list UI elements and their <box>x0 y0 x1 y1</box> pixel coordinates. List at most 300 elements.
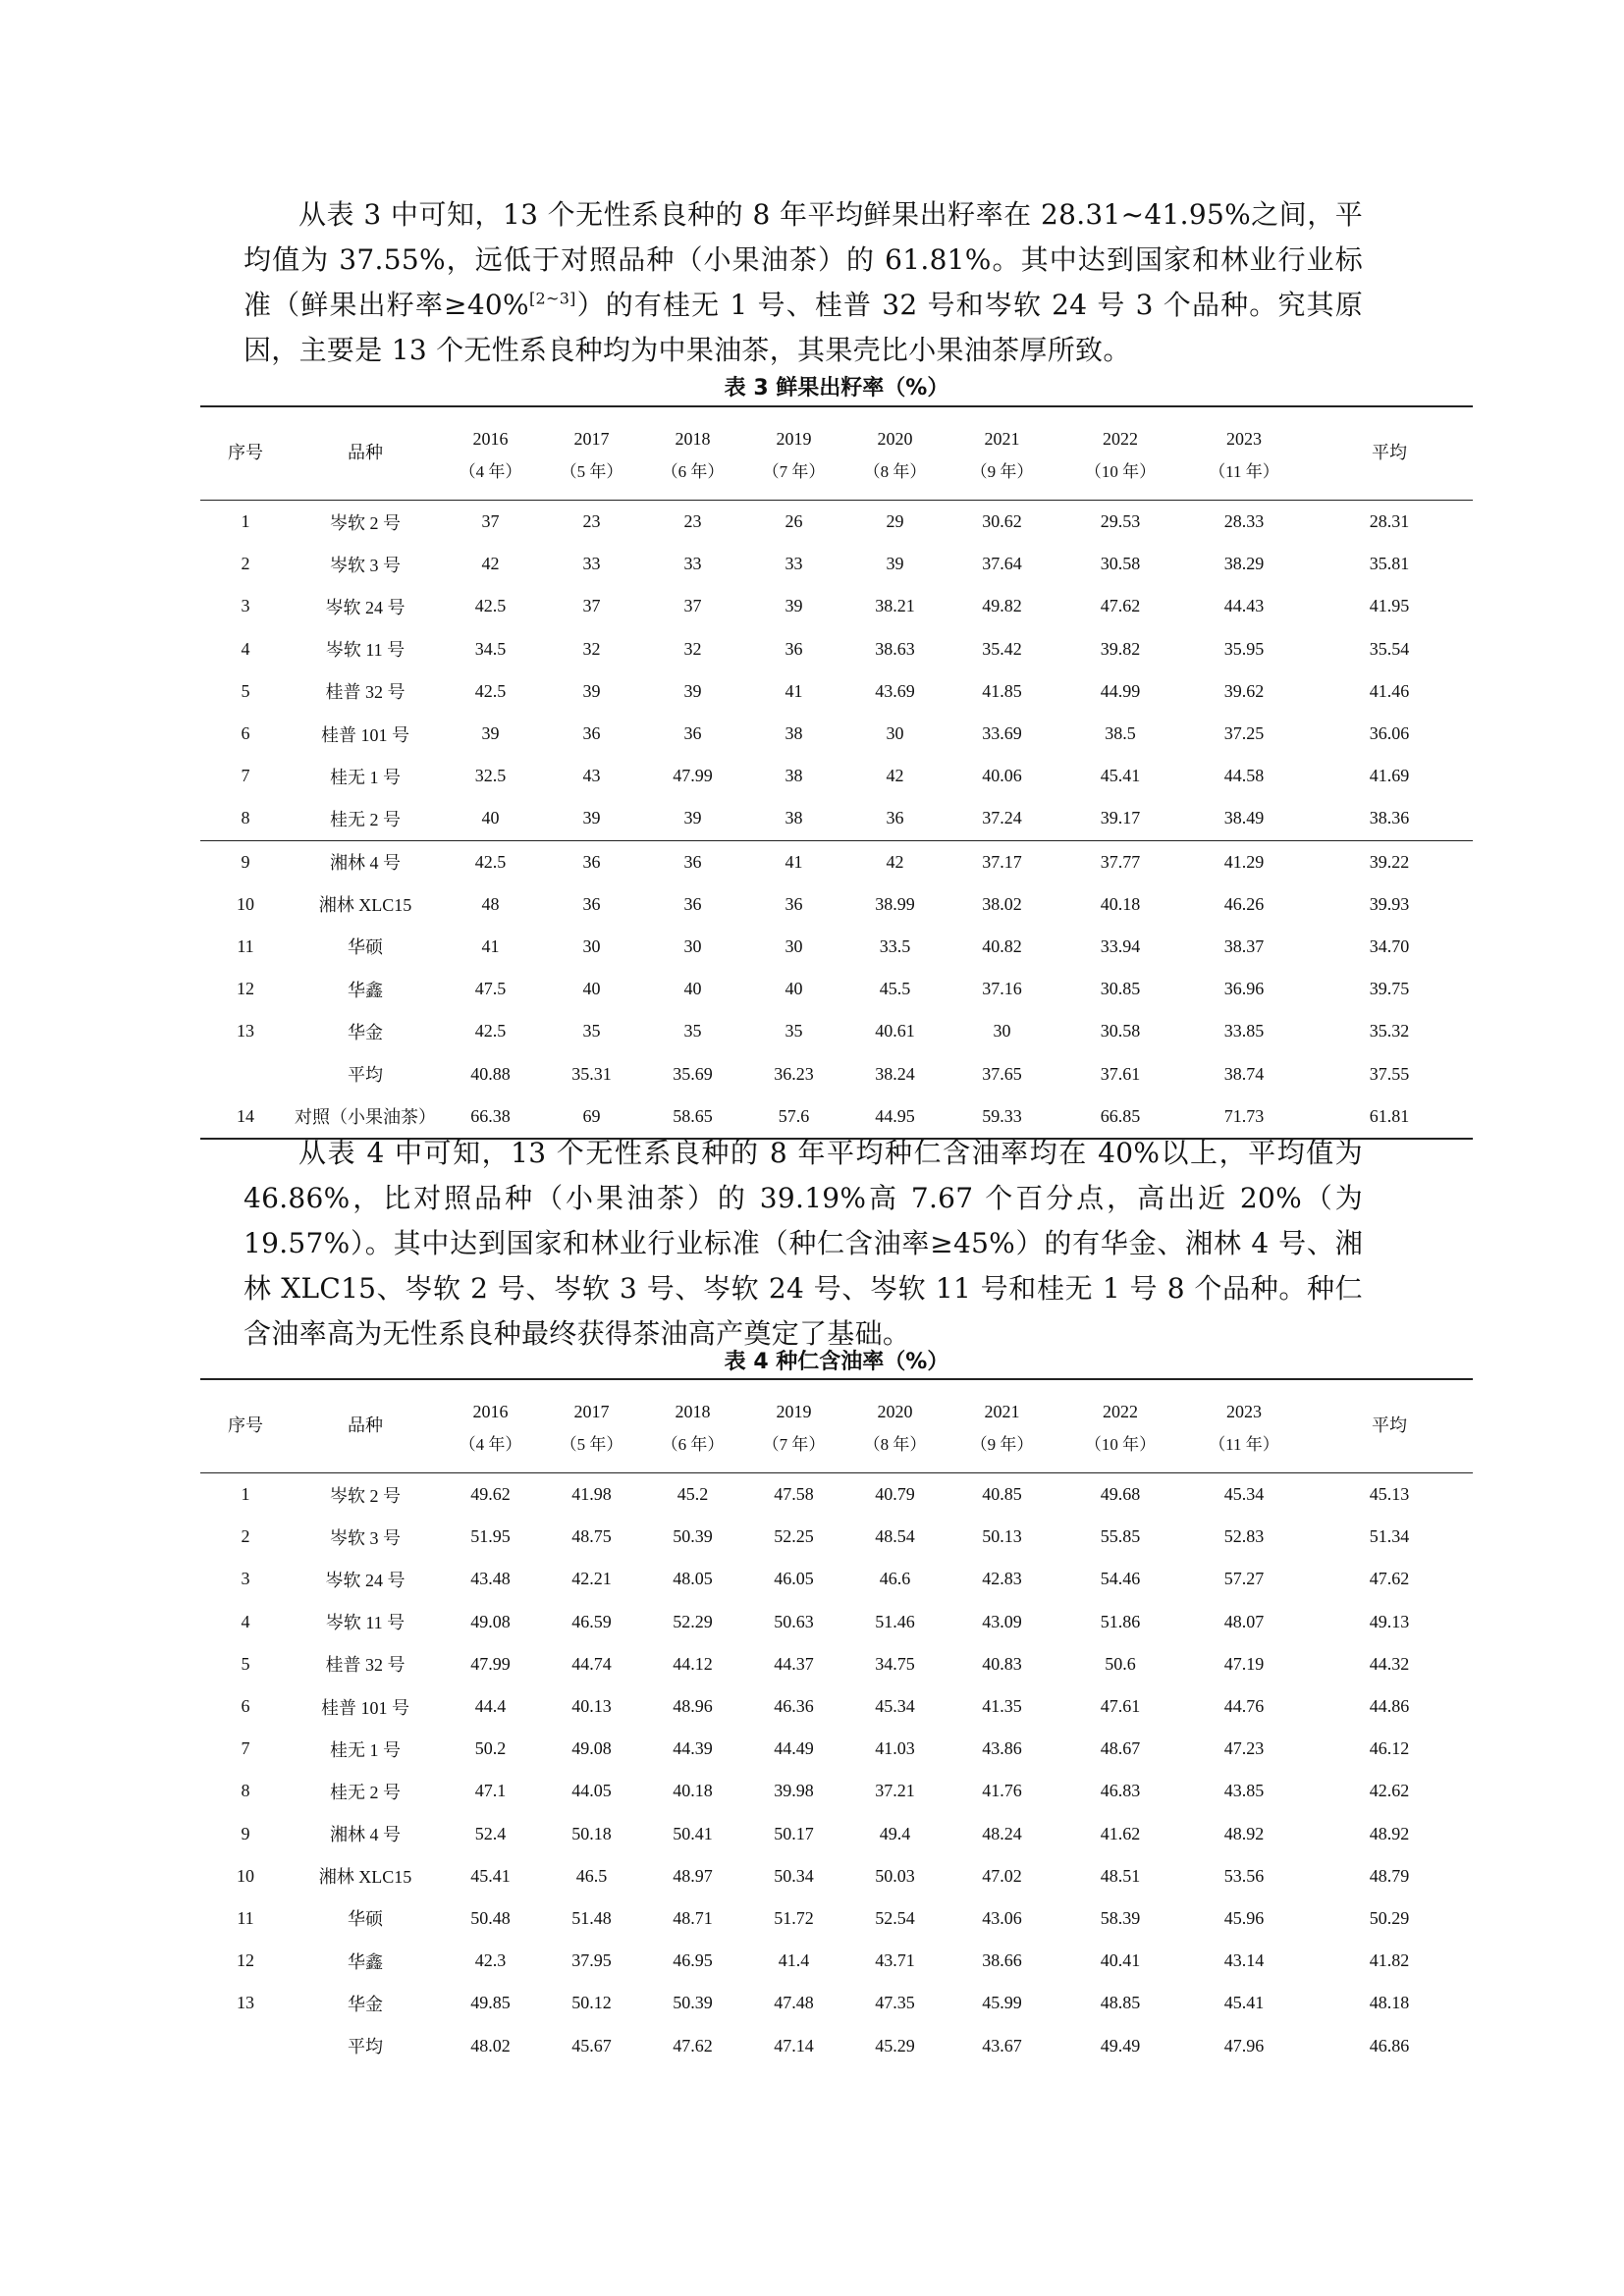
cell-value: 46.36 <box>774 1696 814 1717</box>
table-row <box>200 1685 1473 1728</box>
cell-value: 43.86 <box>982 1738 1022 1759</box>
cell-value: 50.17 <box>774 1823 814 1843</box>
cell-value: 40.06 <box>982 766 1022 786</box>
cell-value: 38.66 <box>982 1950 1022 1971</box>
cell-value: 47.14 <box>774 2035 814 2056</box>
cell-average: 46.12 <box>1369 1738 1410 1759</box>
cell-value: 49.49 <box>1100 2035 1141 2056</box>
table-row <box>200 628 1473 670</box>
header-year: 2017 <box>541 1379 642 1426</box>
cell-value: 44.37 <box>774 1653 814 1674</box>
table-row <box>200 585 1473 627</box>
table-row <box>200 1982 1473 2024</box>
cell-value: 51.72 <box>774 1907 814 1928</box>
cell-value: 48.02 <box>470 2035 511 2056</box>
cell-value: 43.48 <box>470 1569 511 1589</box>
cell-value: 36 <box>642 840 743 883</box>
cell-value: 50.39 <box>673 1993 713 2013</box>
cell-value: 37 <box>440 501 541 544</box>
cell-value: 51.86 <box>1100 1611 1141 1631</box>
cell-value: 40.61 <box>875 1021 915 1041</box>
cell-value: 47.58 <box>743 1473 844 1517</box>
cell-value: 37 <box>582 596 601 616</box>
cell-value: 47.02 <box>982 1865 1022 1886</box>
cell-value: 42.5 <box>474 680 507 701</box>
cell-value: 37.17 <box>946 840 1058 883</box>
cell-seq: 4 <box>241 638 250 659</box>
cell-value: 35 <box>785 1021 803 1041</box>
cell-value: 35 <box>683 1021 702 1041</box>
cell-value: 40.18 <box>1100 893 1141 914</box>
cell-average: 46.86 <box>1369 2035 1410 2056</box>
cell-value: 46.83 <box>1100 1781 1141 1801</box>
cell-value: 41.03 <box>875 1738 915 1759</box>
cell-variety: 桂普 32 号 <box>325 1655 406 1676</box>
cell-value: 42 <box>886 766 904 786</box>
table4-caption: 表 4 种仁含油率（%） <box>724 1350 949 1374</box>
cell-value: 30 <box>582 935 601 956</box>
cell-variety: 华金 <box>348 1994 383 2014</box>
cell-variety: 岑软 3 号 <box>330 555 401 575</box>
cell-value: 30 <box>785 935 803 956</box>
header-variety: 品种 <box>291 1379 440 1473</box>
cell-value: 50.13 <box>982 1526 1022 1547</box>
table-row <box>200 926 1473 968</box>
cell-average: 42.62 <box>1369 1781 1410 1801</box>
header-year: 2021 <box>946 406 1058 454</box>
cell-value: 40 <box>683 979 702 999</box>
cell-value: 41 <box>481 935 500 956</box>
cell-average: 41.69 <box>1369 766 1410 786</box>
cell-value: 38 <box>785 766 803 786</box>
cell-average: 49.13 <box>1369 1611 1410 1631</box>
cell-value: 41 <box>743 840 844 883</box>
cell-value: 58.65 <box>642 1095 743 1139</box>
cell-variety: 桂无 1 号 <box>330 1739 401 1760</box>
cell-variety: 华鑫 <box>348 1951 383 1972</box>
cell-seq: 11 <box>237 1907 254 1928</box>
cell-variety: 岑软 24 号 <box>325 597 406 617</box>
header-year: 2022 <box>1058 406 1182 454</box>
table-row <box>200 1473 1473 1517</box>
cell-value: 33.69 <box>982 723 1022 744</box>
table-row <box>200 1516 1473 1558</box>
header-average: 平均 <box>1306 1379 1473 1473</box>
cell-value: 48.92 <box>1223 1823 1265 1843</box>
cell-value: 39 <box>886 554 904 574</box>
header-year: 2017 <box>541 406 642 454</box>
citation-ref: [2~3] <box>528 289 576 308</box>
cell-value: 50.63 <box>774 1611 814 1631</box>
cell-value: 37.61 <box>1100 1063 1141 1084</box>
cell-value: 44.76 <box>1223 1696 1265 1717</box>
cell-value: 36 <box>785 893 803 914</box>
cell-value: 36 <box>582 723 601 744</box>
cell-value: 36.23 <box>774 1063 814 1084</box>
cell-variety: 桂普 32 号 <box>325 682 406 703</box>
cell-average: 39.93 <box>1369 893 1410 914</box>
header-year: 2019 <box>743 1379 844 1426</box>
cell-value: 41.62 <box>1100 1823 1141 1843</box>
cell-value: 45.96 <box>1223 1907 1265 1928</box>
cell-value: 69 <box>541 1095 642 1139</box>
cell-value: 45.29 <box>875 2035 915 2056</box>
cell-value: 33.85 <box>1223 1021 1265 1041</box>
cell-seq: 4 <box>241 1611 250 1631</box>
cell-variety: 岑软 11 号 <box>325 1613 406 1633</box>
cell-value: 40.18 <box>673 1781 713 1801</box>
cell-value: 23 <box>642 501 743 544</box>
cell-variety: 湘林 4 号 <box>330 1825 401 1845</box>
cell-value: 38.99 <box>875 893 915 914</box>
cell-value: 35 <box>582 1021 601 1041</box>
cell-value: 53.56 <box>1223 1865 1265 1886</box>
cell-value: 50.48 <box>470 1907 511 1928</box>
cell-value: 40.41 <box>1100 1950 1141 1971</box>
cell-value: 26 <box>743 501 844 544</box>
cell-value: 41.29 <box>1182 840 1306 883</box>
cell-value: 39.82 <box>1100 638 1141 659</box>
cell-value: 52.54 <box>875 1907 915 1928</box>
cell-value: 58.39 <box>1100 1907 1141 1928</box>
cell-value: 45.34 <box>1182 1473 1306 1517</box>
table-row <box>200 501 1473 544</box>
cell-value: 37.25 <box>1223 723 1265 744</box>
cell-value: 47.19 <box>1223 1653 1265 1674</box>
cell-value: 43.14 <box>1223 1950 1265 1971</box>
cell-average: 28.31 <box>1306 501 1473 544</box>
table-row <box>200 1897 1473 1940</box>
table-row <box>200 968 1473 1010</box>
cell-value: 33 <box>683 554 702 574</box>
cell-value: 47.35 <box>875 1993 915 2013</box>
cell-value: 23 <box>541 501 642 544</box>
cell-value: 30.85 <box>1100 979 1141 999</box>
cell-value: 39 <box>481 723 500 744</box>
cell-value: 42.5 <box>474 596 507 616</box>
table-row <box>200 1940 1473 1982</box>
cell-seq: 1 <box>200 1473 291 1517</box>
table3-intro-paragraph <box>244 192 1363 373</box>
cell-value: 44.58 <box>1223 766 1265 786</box>
cell-average: 47.62 <box>1369 1569 1410 1589</box>
table-row <box>200 2024 1473 2066</box>
table-row <box>200 1643 1473 1685</box>
header-average: 平均 <box>1306 406 1473 501</box>
header-year: 2020 <box>844 406 946 454</box>
cell-seq: 13 <box>237 1021 254 1041</box>
cell-value: 52.29 <box>673 1611 713 1631</box>
cell-variety: 湘林 XLC15 <box>318 1867 412 1888</box>
header-tree-age: （8 年） <box>863 462 927 481</box>
table-row <box>200 670 1473 713</box>
cell-value: 41.35 <box>982 1696 1022 1717</box>
cell-value: 50.03 <box>875 1865 915 1886</box>
header-seq: 序号 <box>200 406 291 501</box>
cell-seq <box>200 1052 291 1095</box>
cell-average: 44.86 <box>1369 1696 1410 1717</box>
cell-value: 33 <box>785 554 803 574</box>
cell-value: 44.4 <box>474 1696 507 1717</box>
cell-value: 50.6 <box>1105 1653 1136 1674</box>
header-seq: 序号 <box>200 1379 291 1473</box>
cell-value: 38.74 <box>1223 1063 1265 1084</box>
cell-seq: 9 <box>241 1823 250 1843</box>
cell-value: 33 <box>582 554 601 574</box>
cell-value: 30 <box>683 935 702 956</box>
header-tree-age: （6 年） <box>661 462 725 481</box>
cell-average: 39.22 <box>1306 840 1473 883</box>
cell-value: 47.99 <box>673 766 713 786</box>
cell-value: 44.39 <box>673 1738 713 1759</box>
cell-value: 57.27 <box>1223 1569 1265 1589</box>
cell-average: 36.06 <box>1369 723 1410 744</box>
cell-variety: 桂普 101 号 <box>321 1697 409 1718</box>
table-row <box>200 797 1473 840</box>
cell-average: 50.29 <box>1369 1907 1410 1928</box>
cell-seq: 2 <box>241 554 250 574</box>
cell-value: 38 <box>785 723 803 744</box>
cell-value: 44.12 <box>673 1653 713 1674</box>
cell-variety: 华硕 <box>348 1909 383 1930</box>
cell-value: 30 <box>886 723 904 744</box>
cell-value: 46.59 <box>571 1611 612 1631</box>
cell-value: 35.31 <box>571 1063 612 1084</box>
table-row <box>200 883 1473 926</box>
cell-value: 40.82 <box>982 935 1022 956</box>
cell-seq: 10 <box>237 1865 254 1886</box>
intro3-text-suffix: ）的有桂无 1 号、桂普 32 号和岑软 24 号 3 个品种。究其原因，主要是 13 个无性系良种均为中果油茶，其果壳比小果油茶厚所致。 <box>244 289 1364 366</box>
cell-value: 40.79 <box>844 1473 946 1517</box>
cell-seq <box>200 2024 291 2066</box>
cell-average: 38.36 <box>1369 808 1410 828</box>
cell-value: 30.62 <box>946 501 1058 544</box>
cell-seq: 13 <box>237 1993 254 2013</box>
cell-variety: 华鑫 <box>348 980 383 1000</box>
header-year: 2019 <box>743 406 844 454</box>
cell-seq: 14 <box>200 1095 291 1139</box>
cell-value: 47.99 <box>470 1653 511 1674</box>
cell-value: 43.06 <box>982 1907 1022 1928</box>
header-tree-age: （11 年） <box>1209 1435 1279 1454</box>
cell-value: 42.5 <box>440 840 541 883</box>
cell-average: 48.79 <box>1369 1865 1410 1886</box>
cell-value: 45.99 <box>982 1993 1022 2013</box>
cell-variety: 湘林 XLC15 <box>318 895 412 916</box>
cell-value: 46.6 <box>879 1569 911 1589</box>
cell-value: 37.24 <box>982 808 1022 828</box>
cell-value: 47.96 <box>1223 2035 1265 2056</box>
cell-value: 30.58 <box>1100 554 1141 574</box>
header-tree-age: （7 年） <box>762 462 826 481</box>
table-row <box>200 1010 1473 1052</box>
cell-seq: 7 <box>241 766 250 786</box>
cell-value: 43.67 <box>982 2035 1022 2056</box>
cell-value: 45.41 <box>1100 766 1141 786</box>
cell-value: 48.71 <box>673 1907 713 1928</box>
cell-value: 30 <box>993 1021 1011 1041</box>
header-tree-age: （11 年） <box>1209 462 1279 481</box>
cell-seq: 3 <box>241 596 250 616</box>
cell-value: 48.97 <box>673 1865 713 1886</box>
header-row-years <box>200 406 1473 454</box>
table-row <box>200 1770 1473 1812</box>
cell-value: 49.4 <box>879 1823 911 1843</box>
header-tree-age: （4 年） <box>459 462 522 481</box>
cell-seq: 12 <box>237 1950 254 1971</box>
cell-value: 37.95 <box>571 1950 612 1971</box>
cell-value: 48.75 <box>571 1526 612 1547</box>
cell-value: 49.08 <box>470 1611 511 1631</box>
cell-value: 48.51 <box>1100 1865 1141 1886</box>
cell-value: 32 <box>582 638 601 659</box>
cell-variety: 岑软 2 号 <box>291 501 440 544</box>
cell-seq: 12 <box>237 979 254 999</box>
cell-value: 40.88 <box>470 1063 511 1084</box>
cell-value: 51.95 <box>470 1526 511 1547</box>
cell-value: 42 <box>844 840 946 883</box>
cell-value: 35.69 <box>673 1063 713 1084</box>
cell-value: 57.6 <box>743 1095 844 1139</box>
cell-value: 47.62 <box>673 2035 713 2056</box>
intro3-text-prefix: 从表 3 中可知，13 个无性系良种的 8 年平均鲜果出籽率在 28.31~41.95%之间，平均值为 37.55%，远低于对照品种（小果油茶）的 61.81%。其中达到国家和林业行业标准（鲜果出籽率≥40% <box>244 198 1363 321</box>
cell-value: 36 <box>785 638 803 659</box>
cell-value: 38.63 <box>875 638 915 659</box>
cell-value: 55.85 <box>1100 1526 1141 1547</box>
header-tree-age: （9 年） <box>970 462 1034 481</box>
table-row <box>200 755 1473 797</box>
table4-kernel-oil-rate <box>200 1378 1473 2067</box>
cell-value: 50.41 <box>673 1823 713 1843</box>
table-row <box>200 1558 1473 1600</box>
cell-value: 47.62 <box>1100 596 1141 616</box>
cell-variety: 岑软 24 号 <box>325 1570 406 1590</box>
cell-value: 40 <box>582 979 601 999</box>
cell-value: 46.26 <box>1223 893 1265 914</box>
cell-value: 40.13 <box>571 1696 612 1717</box>
cell-seq: 6 <box>241 723 250 744</box>
cell-value: 43.09 <box>982 1611 1022 1631</box>
cell-value: 41 <box>785 680 803 701</box>
table4-header <box>200 1379 1473 1473</box>
cell-value: 41.98 <box>541 1473 642 1517</box>
cell-variety: 华硕 <box>348 937 383 958</box>
cell-value: 40.83 <box>982 1653 1022 1674</box>
table3-caption: 表 3 鲜果出籽率（%） <box>724 376 949 400</box>
cell-value: 33.5 <box>879 935 911 956</box>
cell-value: 44.49 <box>774 1738 814 1759</box>
cell-value: 37.21 <box>875 1781 915 1801</box>
cell-value: 32 <box>683 638 702 659</box>
cell-value: 30.58 <box>1100 1021 1141 1041</box>
cell-value: 38.29 <box>1223 554 1265 574</box>
header-tree-age: （5 年） <box>560 1435 623 1454</box>
cell-value: 36 <box>541 840 642 883</box>
header-year: 2018 <box>642 1379 743 1426</box>
cell-average: 44.32 <box>1369 1653 1410 1674</box>
header-row-years <box>200 1379 1473 1426</box>
cell-value: 49.08 <box>571 1738 612 1759</box>
cell-value: 32.5 <box>474 766 507 786</box>
cell-value: 51.48 <box>571 1907 612 1928</box>
header-tree-age: （7 年） <box>762 1435 826 1454</box>
header-tree-age: （5 年） <box>560 462 623 481</box>
cell-value: 36 <box>582 893 601 914</box>
cell-value: 48 <box>481 893 500 914</box>
table3-seed-rate <box>200 405 1473 1140</box>
cell-variety: 平均 <box>348 2037 383 2057</box>
cell-variety: 岑软 2 号 <box>291 1473 440 1517</box>
cell-value: 29.53 <box>1058 501 1182 544</box>
cell-value: 28.33 <box>1182 501 1306 544</box>
cell-value: 37.77 <box>1058 840 1182 883</box>
cell-variety: 桂普 101 号 <box>321 724 409 745</box>
cell-value: 49.82 <box>982 596 1022 616</box>
cell-value: 34.5 <box>474 638 507 659</box>
cell-value: 45.67 <box>571 2035 612 2056</box>
table-row <box>200 840 1473 883</box>
cell-variety: 对照（小果油茶） <box>291 1095 440 1139</box>
cell-seq: 5 <box>241 680 250 701</box>
table-row <box>200 1052 1473 1095</box>
cell-value: 47.1 <box>474 1781 507 1801</box>
cell-value: 44.74 <box>571 1653 612 1674</box>
cell-value: 37.65 <box>982 1063 1022 1084</box>
cell-value: 48.07 <box>1223 1611 1265 1631</box>
cell-value: 39 <box>582 808 601 828</box>
cell-average: 35.81 <box>1369 554 1410 574</box>
cell-value: 41.4 <box>778 1950 810 1971</box>
cell-value: 39.98 <box>774 1781 814 1801</box>
cell-value: 36 <box>683 723 702 744</box>
header-tree-age: （10 年） <box>1084 462 1157 481</box>
cell-variety: 岑软 3 号 <box>330 1527 401 1548</box>
cell-average: 41.46 <box>1369 680 1410 701</box>
header-year: 2016 <box>440 1379 541 1426</box>
cell-value: 38.02 <box>982 893 1022 914</box>
cell-value: 47.5 <box>474 979 507 999</box>
cell-seq: 7 <box>241 1738 250 1759</box>
cell-average: 61.81 <box>1306 1095 1473 1139</box>
cell-average: 51.34 <box>1369 1526 1410 1547</box>
cell-value: 46.5 <box>575 1865 608 1886</box>
cell-value: 49.85 <box>470 1993 511 2013</box>
cell-value: 44.05 <box>571 1781 612 1801</box>
header-year: 2022 <box>1058 1379 1182 1426</box>
cell-value: 50.34 <box>774 1865 814 1886</box>
cell-value: 66.85 <box>1058 1095 1182 1139</box>
cell-value: 40.85 <box>946 1473 1058 1517</box>
table-row <box>200 1601 1473 1643</box>
cell-value: 41.85 <box>982 680 1022 701</box>
cell-value: 42.5 <box>474 1021 507 1041</box>
cell-value: 59.33 <box>946 1095 1058 1139</box>
cell-value: 50.18 <box>571 1823 612 1843</box>
cell-value: 43.69 <box>875 680 915 701</box>
header-tree-age: （8 年） <box>863 1435 927 1454</box>
cell-value: 38.21 <box>875 596 915 616</box>
cell-value: 38.37 <box>1223 935 1265 956</box>
cell-seq: 5 <box>241 1653 250 1674</box>
cell-value: 71.73 <box>1182 1095 1306 1139</box>
cell-value: 42.21 <box>571 1569 612 1589</box>
cell-seq: 8 <box>241 1781 250 1801</box>
cell-value: 45.41 <box>1223 1993 1265 2013</box>
cell-value: 40 <box>785 979 803 999</box>
cell-seq: 1 <box>200 501 291 544</box>
cell-value: 52.4 <box>474 1823 507 1843</box>
cell-value: 29 <box>844 501 946 544</box>
